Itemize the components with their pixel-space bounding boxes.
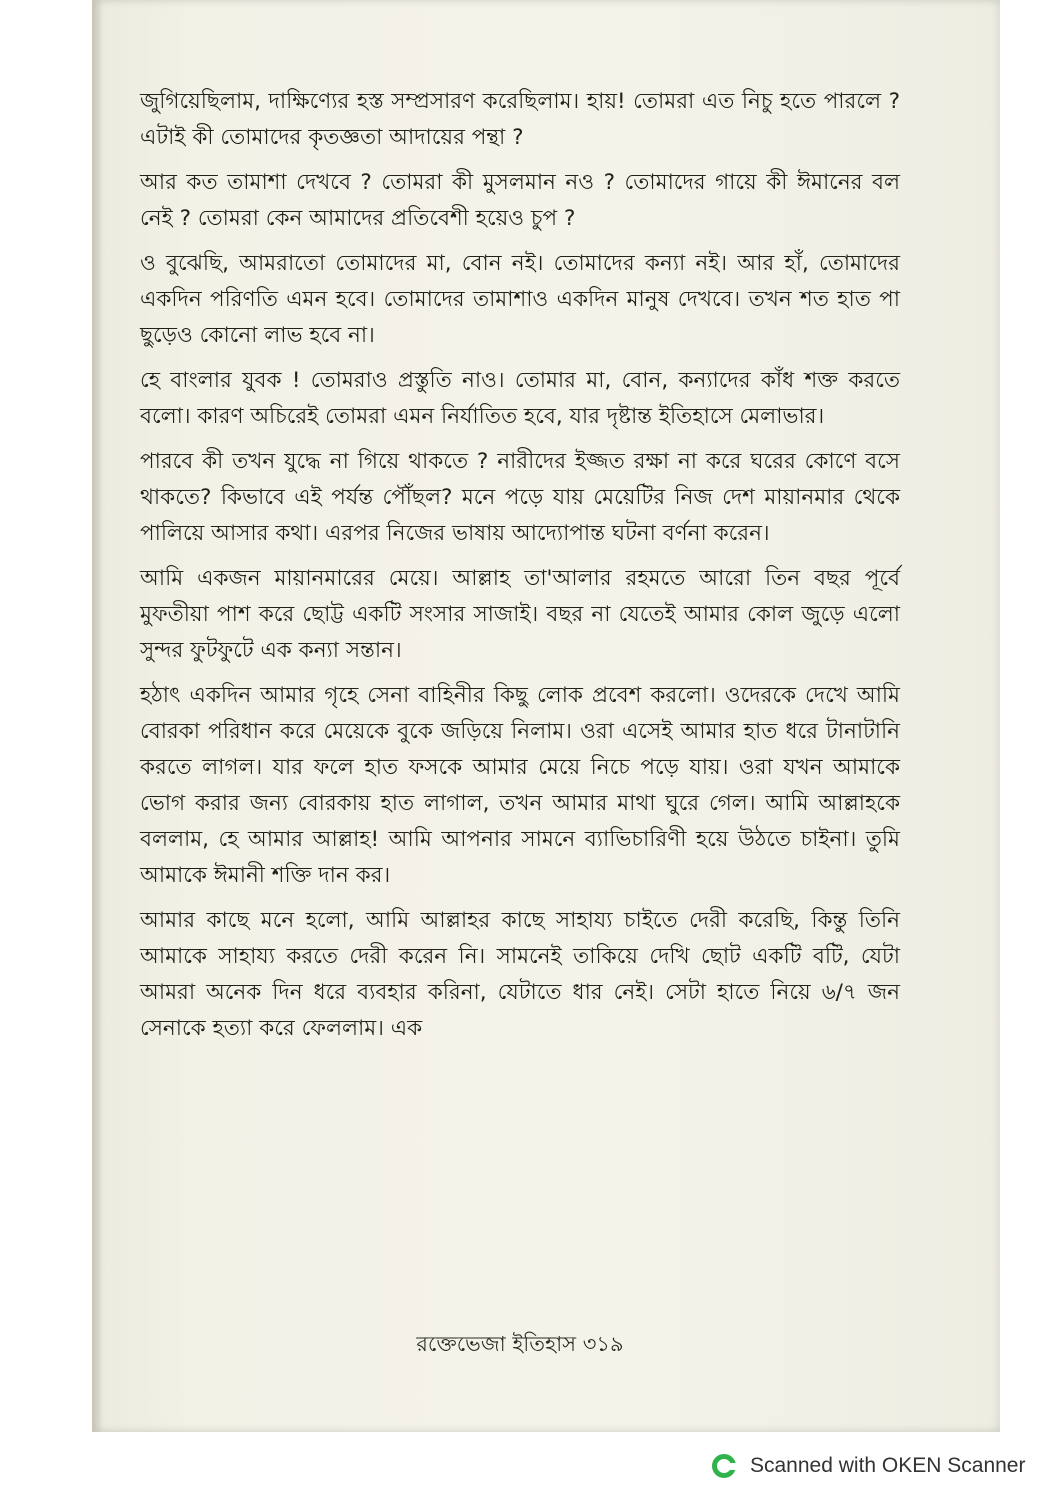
page-gutter-shadow — [92, 0, 102, 1432]
paragraph-6: আমি একজন মায়ানমারের মেয়ে। আল্লাহ তা'আলার রহমতে আরো তিন বছর পূর্বে মুফতীয়া পাশ করে ছোট্ট একটি সংসার সাজাই। বছর না যেতেই আমার কোল জুড়ে এলো সুন্দর ফুটফুটে এক কন্যা সন্তান। — [140, 566, 900, 663]
paragraph-5: পারবে কী তখন যুদ্ধে না গিয়ে থাকতে ? নারীদের ইজ্জত রক্ষা না করে ঘরের কোণে বসে থাকতে? কিভাবে এই পর্যন্ত পৌঁছল? মনে পড়ে যায় মেয়েটির নিজ দেশ মায়ানমার থেকে পালিয়ে আসার কথা। এরপর নিজের ভাষায় আদ্যোপান্ত ঘটনা বর্ণনা করেন। — [140, 449, 900, 546]
paragraph-7: হঠাৎ একদিন আমার গৃহে সেনা বাহিনীর কিছু লোক প্রবেশ করলো। ওদেরকে দেখে আমি বোরকা পরিধান করে মেয়েকে বুকে জড়িয়ে নিলাম। ওরা এসেই আমার হাত ধরে টানাটানি করতে লাগল। যার ফলে হাত ফসকে আমার মেয়ে নিচে পড়ে যায়। ওরা যখন আমাকে ভোগ করার জন্য বোরকায় হাত লাগাল, তখন আমার মাথা ঘুরে গেল। আমি আল্লাহকে বললাম, হে আমার আল্লাহ! আমি আপনার সামনে ব্যাভিচারিণী হয়ে উঠতে চাইনা। তুমি আমাকে ঈমানী শক্তি দান কর। — [140, 683, 900, 888]
page-body-text — [140, 84, 900, 1056]
paragraph-8: আমার কাছে মনে হলো, আমি আল্লাহর কাছে সাহায্য চাইতে দেরী করেছি, কিন্তু তিনি আমাকে সাহায্য করতে দেরী করেন নি। সামনেই তাকিয়ে দেখি ছোট একটি বটি, যেটা আমরা অনেক দিন ধরে ব্যবহার করিনা, যেটাতে ধার নেই। সেটা হাতে নিয়ে ৬/৭ জন সেনাকে হত্যা করে ফেললাম। এক — [140, 908, 900, 1041]
scanner-watermark — [712, 1452, 1025, 1480]
paragraph-4: হে বাংলার যুবক ! তোমরাও প্রস্তুতি নাও। তোমার মা, বোন, কন্যাদের কাঁধ শক্ত করতে বলো। কারণ অচিরেই তোমরা এমন নির্যাতিত হবে, যার দৃষ্টান্ত ইতিহাসে মেলাভার। — [140, 368, 900, 429]
scanner-watermark-text: Scanned with OKEN Scanner — [750, 1454, 1026, 1477]
paragraph-1: জুগিয়েছিলাম, দাক্ষিণ্যের হস্ত সম্প্রসারণ করেছিলাম। হায়! তোমরা এত নিচু হতে পারলে ? এটাই কী তোমাদের কৃতজ্ঞতা আদায়ের পন্থা ? — [140, 89, 900, 150]
paragraph-3: ও বুঝেছি, আমরাতো তোমাদের মা, বোন নই। তোমাদের কন্যা নই। আর হাঁ, তোমাদের একদিন পরিণতি এমন হবে। তোমাদের তামাশাও একদিন মানুষ দেখবে। তখন শত হাত পা ছুড়েও কোনো লাভ হবে না। — [140, 251, 900, 348]
page-footer: রক্তেভেজা ইতিহাস ৩১৯ — [416, 1332, 624, 1356]
oken-scanner-logo-icon — [712, 1454, 736, 1478]
paragraph-2: আর কত তামাশা দেখবে ? তোমরা কী মুসলমান নও ? তোমাদের গায়ে কী ঈমানের বল নেই ? তোমরা কেন আমাদের প্রতিবেশী হয়েও চুপ ? — [140, 170, 900, 231]
